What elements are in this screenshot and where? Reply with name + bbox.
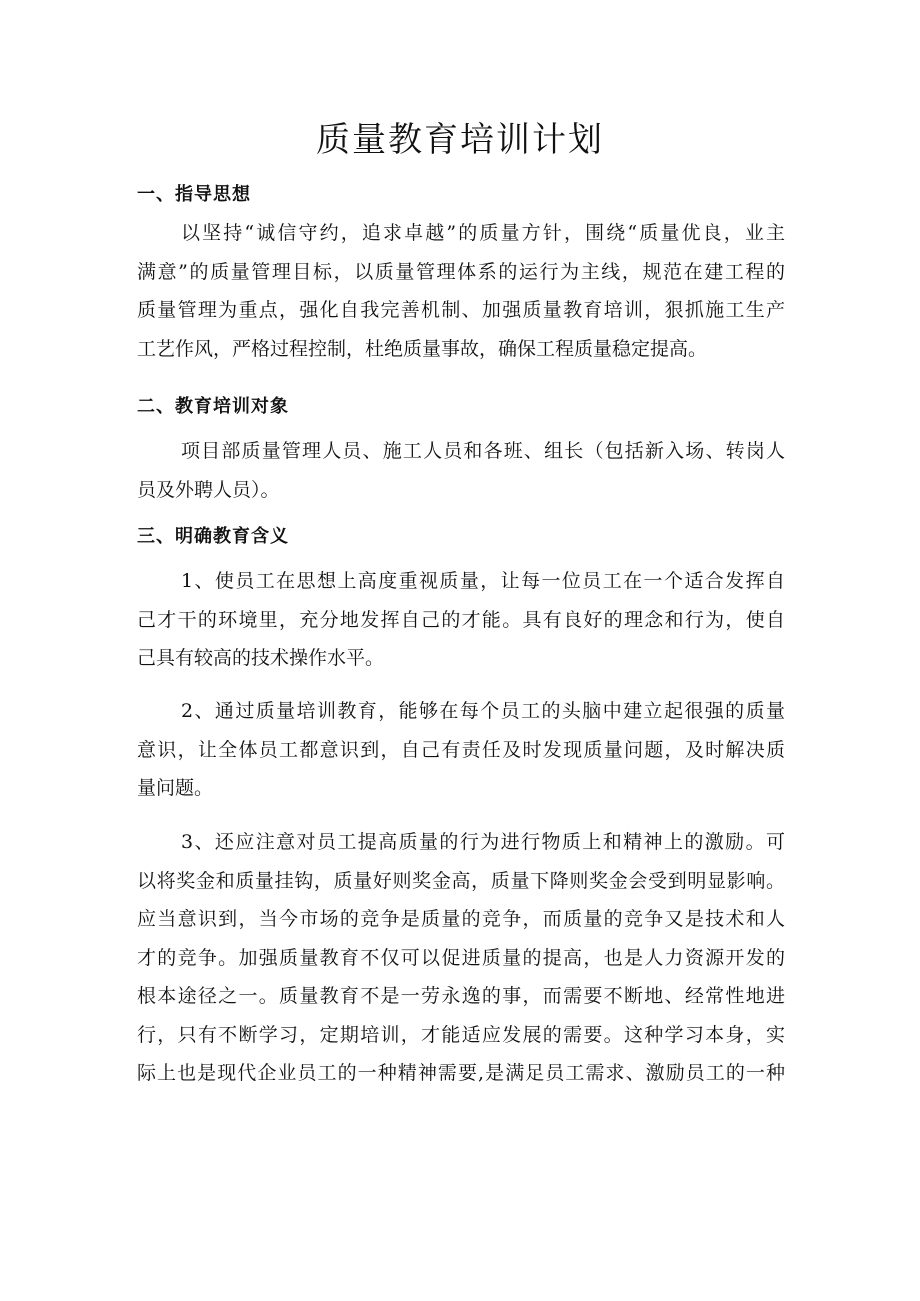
document-title: 质量教育培训计划 <box>316 120 604 160</box>
paragraph-line: 工艺作风，严格过程控制，杜绝质量事故，确保工程质量稳定提高。 <box>137 337 708 360</box>
paragraph-line: 员及外聘人员）。 <box>137 478 280 501</box>
paragraph-line: 根本途径之一。质量教育不是一劳永逸的事，而需要不断地、经常性地进 <box>137 985 785 1007</box>
paragraph-line: 以坚持“诚信守约，追求卓越”的质量方针，围绕“质量优良，业主 <box>181 222 785 244</box>
section-heading-training-targets: 二、教育培训对象 <box>137 396 289 417</box>
section-heading-guiding-ideology: 一、指导思想 <box>137 184 251 205</box>
paragraph-line: 际上也是现代企业员工的一种精神需要,是满足员工需求、激励员工的一种 <box>137 1062 785 1084</box>
paragraph-line: 己才干的环境里，充分地发挥自己的才能。具有良好的理念和行为，使自 <box>137 608 785 631</box>
paragraph-guiding-ideology <box>137 214 785 368</box>
paragraph-line: 意识，让全体员工都意识到，自己有责任及时发现质量问题，及时解决质 <box>137 738 785 761</box>
paragraph-line: 行，只有不断学习，定期培训，才能适应发展的需要。这种学习本身，实 <box>137 1023 785 1046</box>
paragraph-line: 2、通过质量培训教育，能够在每个员工的头脑中建立起很强的质量 <box>181 700 785 722</box>
paragraph-education-point-2 <box>137 692 785 808</box>
section-heading-education-meaning: 三、明确教育含义 <box>137 526 289 547</box>
paragraph-line: 满意”的质量管理目标，以质量管理体系的运行为主线，规范在建工程的 <box>137 260 785 283</box>
paragraph-line: 以将奖金和质量挂钩，质量好则奖金高，质量下降则奖金会受到明显影响。 <box>137 869 785 892</box>
paragraph-education-point-1 <box>137 562 785 678</box>
paragraph-training-targets <box>137 432 785 509</box>
paragraph-line: 应当意识到，当今市场的竞争是质量的竞争，而质量的竞争又是技术和人 <box>137 908 785 930</box>
paragraph-line: 质量管理为重点，强化自我完善机制、加强质量教育培训，狠抓施工生产 <box>137 299 785 321</box>
paragraph-line: 量问题。 <box>137 777 214 799</box>
paragraph-line: 项目部质量管理人员、施工人员和各班、组长（包括新入场、转岗人 <box>181 440 785 462</box>
paragraph-line: 1、使员工在思想上高度重视质量，让每一位员工在一个适合发挥自 <box>181 570 785 592</box>
paragraph-education-point-3 <box>137 823 785 1093</box>
paragraph-line: 己具有较高的技术操作水平。 <box>137 647 385 669</box>
paragraph-line: 才的竞争。加强质量教育不仅可以促进质量的提高，也是人力资源开发的 <box>137 946 785 969</box>
paragraph-line: 3、还应注意对员工提高质量的行为进行物质上和精神上的激励。可 <box>181 831 785 853</box>
